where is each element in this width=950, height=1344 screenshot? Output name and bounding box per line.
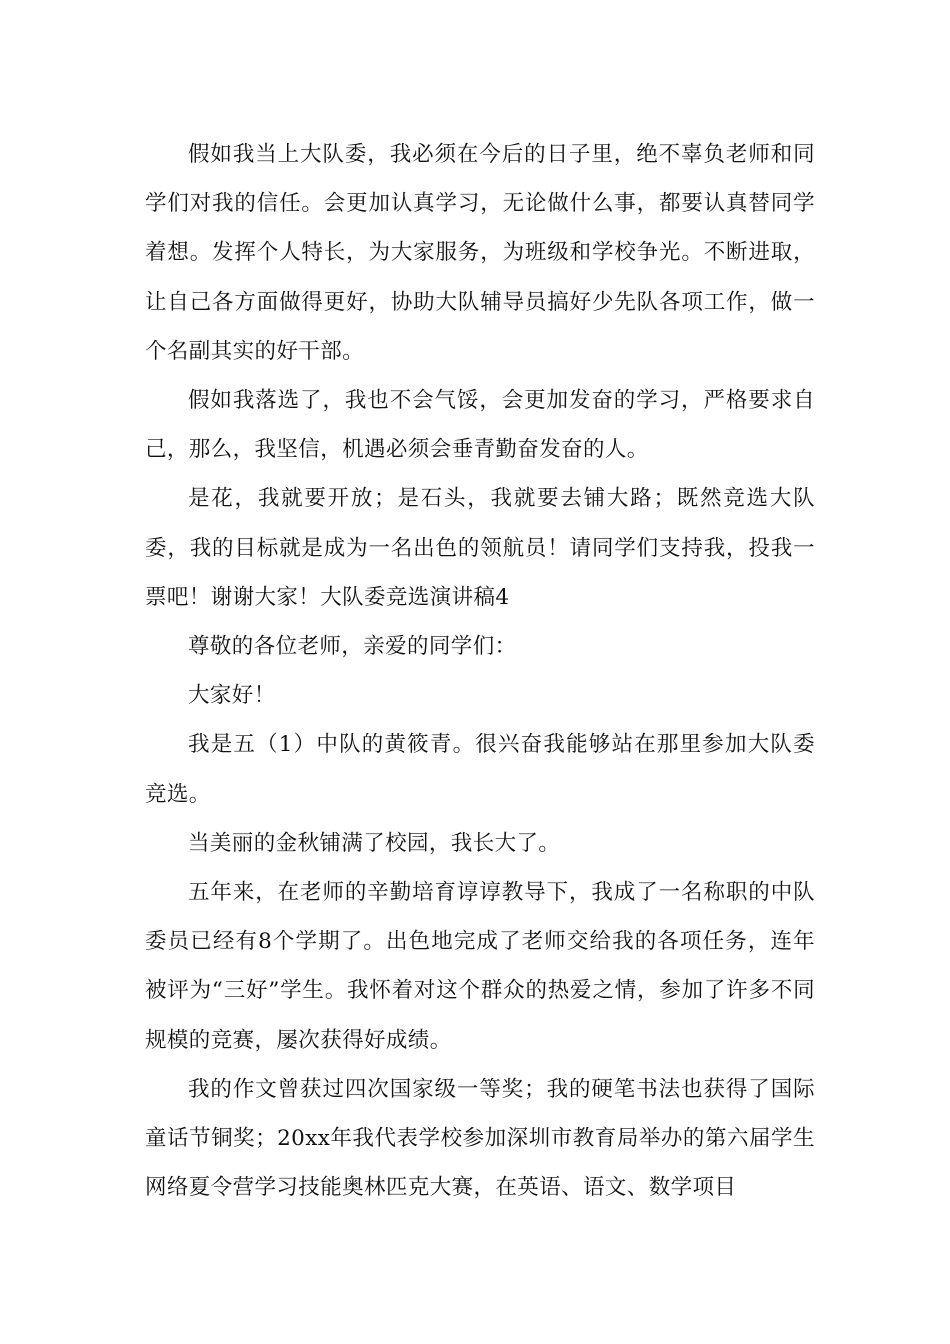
paragraph-2: 假如我落选了，我也不会气馁，会更加发奋的学习，严格要求自己，那么，我坚信，机遇必须会垂青勤奋发奋的人。 [145, 388, 815, 463]
paragraph-9: 我的作文曾获过四次国家级一等奖；我的硬笔书法也获得了国际童话节铜奖；20xx年我代表学校参加深圳市教育局举办的第六届学生网络夏令营学习技能奥林匹克大赛，在英语、语文、数学项目 [145, 1076, 815, 1201]
paragraph-1: 假如我当上大队委，我必须在今后的日子里，绝不辜负老师和同学们对我的信任。会更加认真学习，无论做什么事，都要认真替同学着想。发挥个人特长，为大家服务，为班级和学校争光。不断进取，让自己各方面做得更好，协助大队辅导员搞好少先队各项工作，做一个名副其实的好干部。 [145, 142, 815, 364]
paragraph-3: 是花，我就要开放；是石头，我就要去铺大路；既然竞选大队委，我的目标就是成为一名出色的领航员！请同学们支持我，投我一票吧！谢谢大家！大队委竞选演讲稿4 [145, 486, 815, 610]
paragraph-5: 大家好！ [188, 683, 276, 709]
document-body [145, 130, 815, 1212]
paragraph-8: 五年来，在老师的辛勤培育谆谆教导下，我成了一名称职的中队委员已经有8个学期了。出色地完成了老师交给我的各项任务，连年被评为“三好”学生。我怀着对这个群众的热爱之情，参加了许多不同规模的竞赛，屡次获得好成绩。 [145, 880, 815, 1053]
paragraph-7: 当美丽的金秋铺满了校园，我长大了。 [188, 830, 561, 856]
paragraph-4: 尊敬的各位老师，亲爱的同学们： [188, 634, 517, 660]
paragraph-6: 我是五（1）中队的黄筱青。很兴奋我能够站在那里参加大队委竞选。 [145, 732, 815, 807]
